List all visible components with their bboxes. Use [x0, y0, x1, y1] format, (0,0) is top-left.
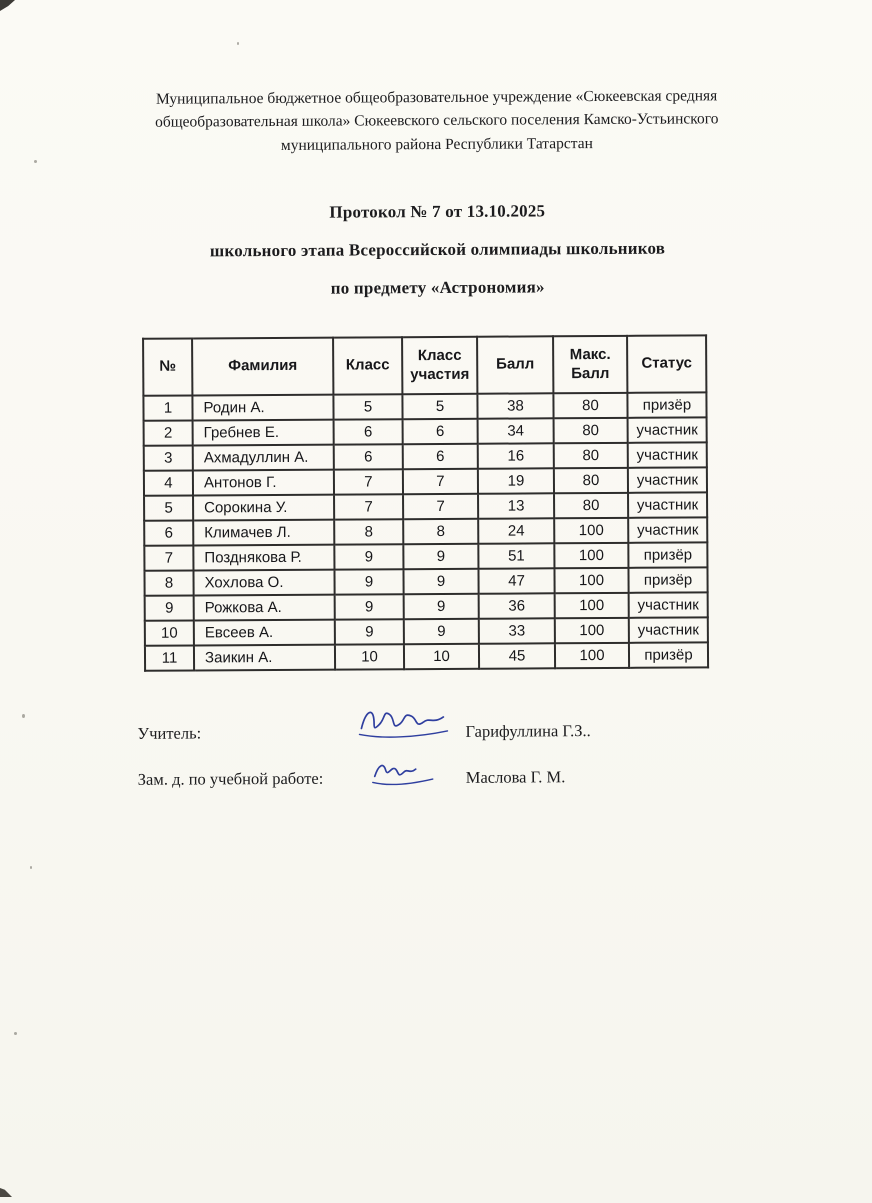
cell: 80	[553, 393, 627, 418]
deputy-signature	[352, 754, 456, 789]
cell: 10	[335, 644, 404, 669]
cell: 34	[478, 419, 554, 444]
protocol-subject: по предмету «Астрономия»	[330, 277, 545, 298]
cell: 9	[403, 569, 478, 594]
protocol-subtitle: школьного этапа Всероссийской олимпиады школьников	[209, 238, 666, 261]
cell: Хохлова О.	[193, 570, 334, 596]
cell: 9	[404, 594, 479, 619]
column-header: Статус	[627, 335, 706, 393]
results-table-wrapper	[142, 333, 872, 672]
cell: 36	[479, 594, 555, 619]
cell: 8	[334, 519, 403, 544]
column-header: Балл	[477, 336, 553, 394]
cell: 13	[478, 494, 554, 519]
column-header: Макс. Балл	[553, 336, 627, 394]
cell: 8	[403, 519, 478, 544]
cell: призёр	[628, 568, 707, 593]
teacher-signature-row	[137, 700, 872, 745]
cell: участник	[629, 593, 708, 618]
teacher-label: Учитель:	[137, 723, 202, 744]
cell: Евсеев А.	[194, 620, 335, 646]
teacher-signature	[351, 702, 455, 743]
cell: 5	[144, 496, 193, 521]
cell: 80	[554, 418, 628, 443]
cell: 38	[477, 394, 553, 419]
organization-header: Муниципальное бюджетное общеобразовательное учреждение «Сюкеевская средняя общеобразовательная школа» Сюкеевского сельского поселения Камско-Устьинского муниципального района Республики Татарстан	[154, 87, 719, 154]
cell: 2	[144, 421, 193, 446]
cell: 100	[555, 643, 629, 668]
cell: 8	[144, 571, 193, 596]
table-row	[144, 568, 707, 596]
table-row	[143, 393, 706, 421]
cell: участник	[628, 493, 707, 518]
cell: 6	[403, 419, 478, 444]
cell: 33	[479, 619, 555, 644]
cell: 100	[555, 593, 629, 618]
cell: 24	[478, 519, 554, 544]
header-row	[143, 335, 706, 396]
cell: 9	[335, 594, 404, 619]
teacher-name: Гарифуллина Г.З..	[465, 721, 591, 742]
cell: Заикин А.	[194, 645, 335, 671]
table-row	[144, 543, 707, 571]
cell: 47	[478, 569, 554, 594]
cell: Позднякова Р.	[193, 545, 334, 571]
cell: 5	[333, 394, 402, 419]
cell: призёр	[628, 543, 707, 568]
cell: 16	[478, 444, 554, 469]
column-header: Класс участия	[402, 337, 477, 395]
cell: 5	[402, 394, 477, 419]
cell: 3	[144, 446, 193, 471]
cell: 100	[554, 568, 628, 593]
table-row	[144, 468, 707, 496]
protocol-title-block	[1, 199, 872, 300]
cell: Гребнев Е.	[193, 420, 334, 446]
cell: Рожкова А.	[194, 595, 335, 621]
cell: 6	[144, 521, 193, 546]
cell: Родин А.	[192, 395, 333, 421]
cell: 9	[145, 596, 194, 621]
cell: Сорокина У.	[193, 495, 334, 521]
table-row	[144, 493, 707, 521]
cell: 100	[554, 518, 628, 543]
cell: участник	[629, 618, 708, 643]
results-table	[142, 334, 709, 672]
cell: 9	[404, 619, 479, 644]
cell: 7	[403, 469, 478, 494]
cell: 6	[403, 444, 478, 469]
cell: Климачев Л.	[193, 520, 334, 546]
table-row	[145, 643, 708, 671]
deputy-name: Маслова Г. М.	[465, 767, 566, 788]
cell: 80	[554, 443, 628, 468]
table-row	[144, 443, 707, 471]
cell: призёр	[629, 643, 708, 668]
cell: 6	[334, 444, 403, 469]
cell: 4	[144, 471, 193, 496]
column-header: Класс	[333, 337, 402, 395]
cell: 100	[554, 543, 628, 568]
table-row	[144, 518, 707, 546]
cell: участник	[628, 518, 707, 543]
cell: 10	[404, 644, 479, 669]
column-header: Фамилия	[192, 337, 333, 395]
deputy-label: Зам. д. по учебной работе:	[137, 768, 324, 790]
cell: участник	[628, 468, 707, 493]
cell: участник	[628, 443, 707, 468]
cell: 7	[334, 494, 403, 519]
table-row	[144, 418, 707, 446]
cell: 80	[554, 493, 628, 518]
cell: 7	[144, 546, 193, 571]
cell: 100	[555, 618, 629, 643]
column-header: №	[143, 338, 192, 396]
cell: 9	[403, 544, 478, 569]
cell: 1	[143, 396, 192, 421]
signature-ink-icon	[365, 754, 443, 788]
cell: 7	[334, 469, 403, 494]
cell: 45	[479, 644, 555, 669]
cell: 9	[335, 619, 404, 644]
cell: 19	[478, 469, 554, 494]
cell: Антонов Г.	[193, 470, 334, 496]
cell: 51	[478, 544, 554, 569]
cell: 7	[403, 494, 478, 519]
table-row	[145, 618, 708, 646]
cell: Ахмадуллин А.	[193, 445, 334, 471]
signature-block	[137, 700, 872, 791]
deputy-signature-row	[138, 752, 872, 791]
cell: 80	[554, 468, 628, 493]
protocol-title: Протокол № 7 от 13.10.2025	[329, 201, 546, 222]
cell: призёр	[627, 393, 706, 418]
cell: участник	[628, 418, 707, 443]
table-row	[145, 593, 708, 621]
signature-ink-icon	[355, 702, 451, 743]
cell: 11	[145, 646, 194, 671]
cell: 10	[145, 621, 194, 646]
cell: 9	[334, 569, 403, 594]
cell: 6	[334, 419, 403, 444]
cell: 9	[334, 544, 403, 569]
